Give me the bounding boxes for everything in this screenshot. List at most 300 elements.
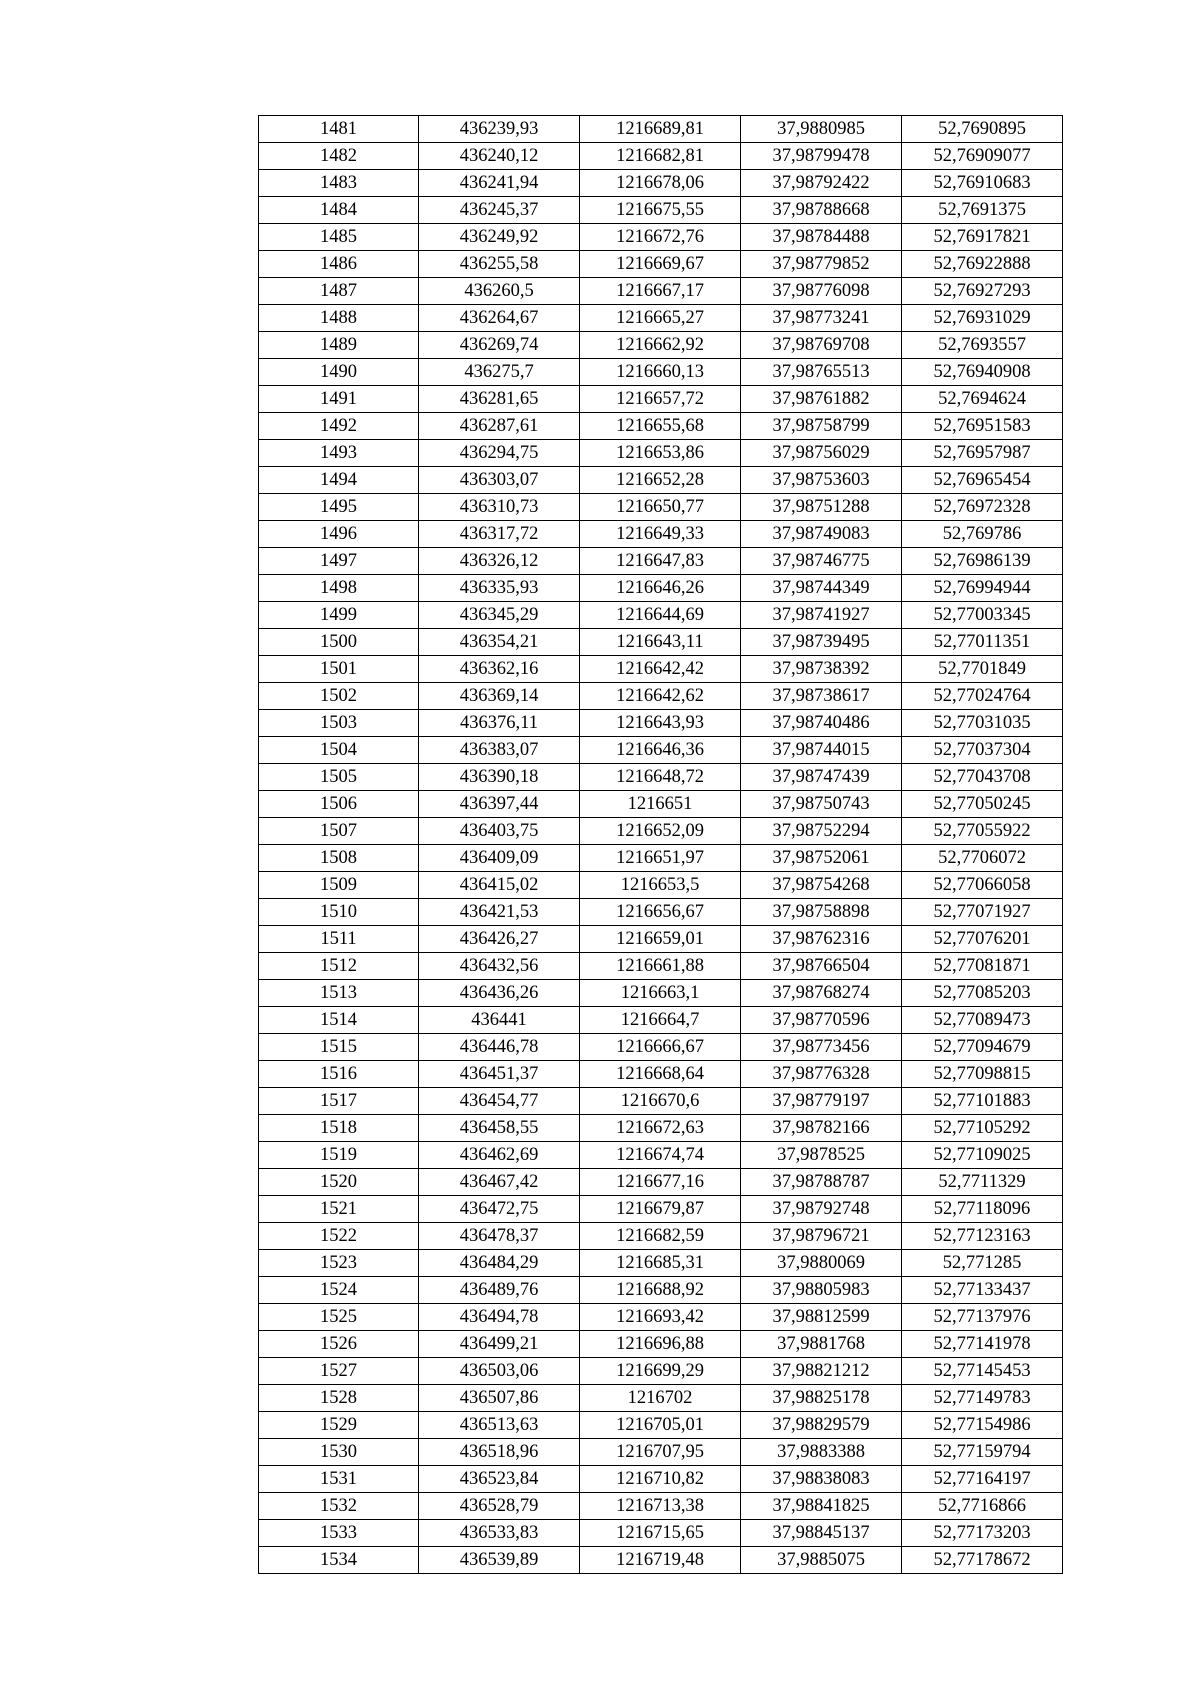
longitude-cell: 52,76910683 xyxy=(902,170,1063,197)
table-row xyxy=(259,467,1063,494)
longitude-cell: 52,77050245 xyxy=(902,791,1063,818)
latitude-cell: 37,98788668 xyxy=(741,197,902,224)
latitude-cell: 37,98784488 xyxy=(741,224,902,251)
latitude-cell: 37,9880985 xyxy=(741,116,902,143)
point-number-cell: 1512 xyxy=(259,953,419,980)
latitude-cell: 37,98799478 xyxy=(741,143,902,170)
point-number-cell: 1498 xyxy=(259,575,419,602)
latitude-cell: 37,98761882 xyxy=(741,386,902,413)
point-number-cell: 1520 xyxy=(259,1169,419,1196)
x-coordinate-cell: 436317,72 xyxy=(419,521,580,548)
table-row xyxy=(259,980,1063,1007)
point-number-cell: 1534 xyxy=(259,1547,419,1574)
longitude-cell: 52,77123163 xyxy=(902,1223,1063,1250)
longitude-cell: 52,77076201 xyxy=(902,926,1063,953)
longitude-cell: 52,77003345 xyxy=(902,602,1063,629)
x-coordinate-cell: 436415,02 xyxy=(419,872,580,899)
x-coordinate-cell: 436484,29 xyxy=(419,1250,580,1277)
y-coordinate-cell: 1216678,06 xyxy=(580,170,741,197)
longitude-cell: 52,7690895 xyxy=(902,116,1063,143)
point-number-cell: 1482 xyxy=(259,143,419,170)
latitude-cell: 37,98751288 xyxy=(741,494,902,521)
point-number-cell: 1524 xyxy=(259,1277,419,1304)
y-coordinate-cell: 1216647,83 xyxy=(580,548,741,575)
table-row xyxy=(259,710,1063,737)
y-coordinate-cell: 1216670,6 xyxy=(580,1088,741,1115)
table-row xyxy=(259,764,1063,791)
table-row xyxy=(259,1142,1063,1169)
y-coordinate-cell: 1216663,1 xyxy=(580,980,741,1007)
y-coordinate-cell: 1216644,69 xyxy=(580,602,741,629)
x-coordinate-cell: 436523,84 xyxy=(419,1466,580,1493)
latitude-cell: 37,9881768 xyxy=(741,1331,902,1358)
point-number-cell: 1500 xyxy=(259,629,419,656)
table-row xyxy=(259,1196,1063,1223)
table-row xyxy=(259,1466,1063,1493)
table-row xyxy=(259,575,1063,602)
latitude-cell: 37,98762316 xyxy=(741,926,902,953)
point-number-cell: 1519 xyxy=(259,1142,419,1169)
x-coordinate-cell: 436539,89 xyxy=(419,1547,580,1574)
x-coordinate-cell: 436240,12 xyxy=(419,143,580,170)
longitude-cell: 52,77145453 xyxy=(902,1358,1063,1385)
point-number-cell: 1513 xyxy=(259,980,419,1007)
table-row xyxy=(259,1304,1063,1331)
y-coordinate-cell: 1216648,72 xyxy=(580,764,741,791)
latitude-cell: 37,98756029 xyxy=(741,440,902,467)
latitude-cell: 37,9880069 xyxy=(741,1250,902,1277)
latitude-cell: 37,98752061 xyxy=(741,845,902,872)
point-number-cell: 1533 xyxy=(259,1520,419,1547)
longitude-cell: 52,76940908 xyxy=(902,359,1063,386)
x-coordinate-cell: 436397,44 xyxy=(419,791,580,818)
table-row xyxy=(259,332,1063,359)
y-coordinate-cell: 1216689,81 xyxy=(580,116,741,143)
table-row xyxy=(259,1358,1063,1385)
latitude-cell: 37,98746775 xyxy=(741,548,902,575)
latitude-cell: 37,98792748 xyxy=(741,1196,902,1223)
x-coordinate-cell: 436245,37 xyxy=(419,197,580,224)
x-coordinate-cell: 436462,69 xyxy=(419,1142,580,1169)
latitude-cell: 37,9878525 xyxy=(741,1142,902,1169)
latitude-cell: 37,98747439 xyxy=(741,764,902,791)
table-row xyxy=(259,116,1063,143)
x-coordinate-cell: 436249,92 xyxy=(419,224,580,251)
y-coordinate-cell: 1216710,82 xyxy=(580,1466,741,1493)
point-number-cell: 1495 xyxy=(259,494,419,521)
table-row xyxy=(259,170,1063,197)
x-coordinate-cell: 436241,94 xyxy=(419,170,580,197)
y-coordinate-cell: 1216719,48 xyxy=(580,1547,741,1574)
y-coordinate-cell: 1216699,29 xyxy=(580,1358,741,1385)
longitude-cell: 52,7711329 xyxy=(902,1169,1063,1196)
longitude-cell: 52,7691375 xyxy=(902,197,1063,224)
table-row xyxy=(259,791,1063,818)
x-coordinate-cell: 436403,75 xyxy=(419,818,580,845)
y-coordinate-cell: 1216707,95 xyxy=(580,1439,741,1466)
point-number-cell: 1532 xyxy=(259,1493,419,1520)
longitude-cell: 52,76994944 xyxy=(902,575,1063,602)
longitude-cell: 52,77154986 xyxy=(902,1412,1063,1439)
longitude-cell: 52,76951583 xyxy=(902,413,1063,440)
y-coordinate-cell: 1216688,92 xyxy=(580,1277,741,1304)
x-coordinate-cell: 436441 xyxy=(419,1007,580,1034)
latitude-cell: 37,98782166 xyxy=(741,1115,902,1142)
x-coordinate-cell: 436269,74 xyxy=(419,332,580,359)
point-number-cell: 1525 xyxy=(259,1304,419,1331)
table-row xyxy=(259,1169,1063,1196)
table-row xyxy=(259,386,1063,413)
y-coordinate-cell: 1216682,59 xyxy=(580,1223,741,1250)
latitude-cell: 37,98758898 xyxy=(741,899,902,926)
latitude-cell: 37,98776098 xyxy=(741,278,902,305)
point-number-cell: 1489 xyxy=(259,332,419,359)
longitude-cell: 52,77055922 xyxy=(902,818,1063,845)
longitude-cell: 52,77164197 xyxy=(902,1466,1063,1493)
point-number-cell: 1485 xyxy=(259,224,419,251)
latitude-cell: 37,98766504 xyxy=(741,953,902,980)
longitude-cell: 52,77089473 xyxy=(902,1007,1063,1034)
table-row xyxy=(259,1331,1063,1358)
x-coordinate-cell: 436369,14 xyxy=(419,683,580,710)
table-row xyxy=(259,548,1063,575)
x-coordinate-cell: 436354,21 xyxy=(419,629,580,656)
point-number-cell: 1496 xyxy=(259,521,419,548)
point-number-cell: 1484 xyxy=(259,197,419,224)
y-coordinate-cell: 1216664,7 xyxy=(580,1007,741,1034)
latitude-cell: 37,98770596 xyxy=(741,1007,902,1034)
latitude-cell: 37,98750743 xyxy=(741,791,902,818)
table-row xyxy=(259,494,1063,521)
point-number-cell: 1529 xyxy=(259,1412,419,1439)
latitude-cell: 37,98738392 xyxy=(741,656,902,683)
y-coordinate-cell: 1216646,36 xyxy=(580,737,741,764)
longitude-cell: 52,77031035 xyxy=(902,710,1063,737)
table-row xyxy=(259,413,1063,440)
y-coordinate-cell: 1216653,86 xyxy=(580,440,741,467)
point-number-cell: 1486 xyxy=(259,251,419,278)
latitude-cell: 37,98812599 xyxy=(741,1304,902,1331)
x-coordinate-cell: 436345,29 xyxy=(419,602,580,629)
point-number-cell: 1505 xyxy=(259,764,419,791)
table-row xyxy=(259,845,1063,872)
point-number-cell: 1508 xyxy=(259,845,419,872)
latitude-cell: 37,98796721 xyxy=(741,1223,902,1250)
table-row xyxy=(259,872,1063,899)
table-row xyxy=(259,926,1063,953)
point-number-cell: 1499 xyxy=(259,602,419,629)
table-row xyxy=(259,1547,1063,1574)
longitude-cell: 52,77094679 xyxy=(902,1034,1063,1061)
point-number-cell: 1521 xyxy=(259,1196,419,1223)
x-coordinate-cell: 436255,58 xyxy=(419,251,580,278)
x-coordinate-cell: 436303,07 xyxy=(419,467,580,494)
point-number-cell: 1503 xyxy=(259,710,419,737)
y-coordinate-cell: 1216642,62 xyxy=(580,683,741,710)
table-row xyxy=(259,737,1063,764)
y-coordinate-cell: 1216650,77 xyxy=(580,494,741,521)
table-row xyxy=(259,278,1063,305)
table-row xyxy=(259,1277,1063,1304)
y-coordinate-cell: 1216666,67 xyxy=(580,1034,741,1061)
latitude-cell: 37,98744015 xyxy=(741,737,902,764)
y-coordinate-cell: 1216657,72 xyxy=(580,386,741,413)
y-coordinate-cell: 1216713,38 xyxy=(580,1493,741,1520)
x-coordinate-cell: 436478,37 xyxy=(419,1223,580,1250)
x-coordinate-cell: 436507,86 xyxy=(419,1385,580,1412)
table-row xyxy=(259,440,1063,467)
y-coordinate-cell: 1216672,76 xyxy=(580,224,741,251)
longitude-cell: 52,76972328 xyxy=(902,494,1063,521)
table-row xyxy=(259,197,1063,224)
x-coordinate-cell: 436260,5 xyxy=(419,278,580,305)
longitude-cell: 52,7694624 xyxy=(902,386,1063,413)
x-coordinate-cell: 436451,37 xyxy=(419,1061,580,1088)
longitude-cell: 52,76909077 xyxy=(902,143,1063,170)
latitude-cell: 37,98739495 xyxy=(741,629,902,656)
longitude-cell: 52,76965454 xyxy=(902,467,1063,494)
latitude-cell: 37,98768274 xyxy=(741,980,902,1007)
table-row xyxy=(259,251,1063,278)
x-coordinate-cell: 436494,78 xyxy=(419,1304,580,1331)
y-coordinate-cell: 1216675,55 xyxy=(580,197,741,224)
point-number-cell: 1526 xyxy=(259,1331,419,1358)
longitude-cell: 52,77037304 xyxy=(902,737,1063,764)
table-row xyxy=(259,1034,1063,1061)
longitude-cell: 52,77101883 xyxy=(902,1088,1063,1115)
point-number-cell: 1487 xyxy=(259,278,419,305)
y-coordinate-cell: 1216674,74 xyxy=(580,1142,741,1169)
table-row xyxy=(259,953,1063,980)
longitude-cell: 52,77149783 xyxy=(902,1385,1063,1412)
latitude-cell: 37,98838083 xyxy=(741,1466,902,1493)
y-coordinate-cell: 1216667,17 xyxy=(580,278,741,305)
longitude-cell: 52,77043708 xyxy=(902,764,1063,791)
y-coordinate-cell: 1216652,28 xyxy=(580,467,741,494)
point-number-cell: 1481 xyxy=(259,116,419,143)
longitude-cell: 52,77118096 xyxy=(902,1196,1063,1223)
longitude-cell: 52,771285 xyxy=(902,1250,1063,1277)
latitude-cell: 37,98845137 xyxy=(741,1520,902,1547)
table-row xyxy=(259,1439,1063,1466)
point-number-cell: 1507 xyxy=(259,818,419,845)
table-row xyxy=(259,656,1063,683)
point-number-cell: 1509 xyxy=(259,872,419,899)
longitude-cell: 52,77178672 xyxy=(902,1547,1063,1574)
y-coordinate-cell: 1216668,64 xyxy=(580,1061,741,1088)
latitude-cell: 37,98738617 xyxy=(741,683,902,710)
table-row xyxy=(259,818,1063,845)
y-coordinate-cell: 1216649,33 xyxy=(580,521,741,548)
longitude-cell: 52,77133437 xyxy=(902,1277,1063,1304)
y-coordinate-cell: 1216677,16 xyxy=(580,1169,741,1196)
x-coordinate-cell: 436489,76 xyxy=(419,1277,580,1304)
latitude-cell: 37,98753603 xyxy=(741,467,902,494)
x-coordinate-cell: 436446,78 xyxy=(419,1034,580,1061)
x-coordinate-cell: 436513,63 xyxy=(419,1412,580,1439)
latitude-cell: 37,98773456 xyxy=(741,1034,902,1061)
point-number-cell: 1501 xyxy=(259,656,419,683)
y-coordinate-cell: 1216672,63 xyxy=(580,1115,741,1142)
point-number-cell: 1528 xyxy=(259,1385,419,1412)
longitude-cell: 52,769786 xyxy=(902,521,1063,548)
y-coordinate-cell: 1216682,81 xyxy=(580,143,741,170)
point-number-cell: 1517 xyxy=(259,1088,419,1115)
point-number-cell: 1488 xyxy=(259,305,419,332)
latitude-cell: 37,98788787 xyxy=(741,1169,902,1196)
table-row xyxy=(259,1250,1063,1277)
table-row xyxy=(259,683,1063,710)
table-row xyxy=(259,1007,1063,1034)
longitude-cell: 52,77011351 xyxy=(902,629,1063,656)
coordinates-table-body xyxy=(259,116,1063,1574)
x-coordinate-cell: 436533,83 xyxy=(419,1520,580,1547)
x-coordinate-cell: 436326,12 xyxy=(419,548,580,575)
point-number-cell: 1490 xyxy=(259,359,419,386)
y-coordinate-cell: 1216646,26 xyxy=(580,575,741,602)
point-number-cell: 1518 xyxy=(259,1115,419,1142)
y-coordinate-cell: 1216652,09 xyxy=(580,818,741,845)
point-number-cell: 1492 xyxy=(259,413,419,440)
latitude-cell: 37,98841825 xyxy=(741,1493,902,1520)
table-row xyxy=(259,1061,1063,1088)
y-coordinate-cell: 1216643,93 xyxy=(580,710,741,737)
longitude-cell: 52,77159794 xyxy=(902,1439,1063,1466)
latitude-cell: 37,98741927 xyxy=(741,602,902,629)
latitude-cell: 37,98740486 xyxy=(741,710,902,737)
x-coordinate-cell: 436294,75 xyxy=(419,440,580,467)
longitude-cell: 52,77081871 xyxy=(902,953,1063,980)
point-number-cell: 1491 xyxy=(259,386,419,413)
x-coordinate-cell: 436499,21 xyxy=(419,1331,580,1358)
longitude-cell: 52,76986139 xyxy=(902,548,1063,575)
point-number-cell: 1515 xyxy=(259,1034,419,1061)
table-row xyxy=(259,521,1063,548)
longitude-cell: 52,76917821 xyxy=(902,224,1063,251)
latitude-cell: 37,98776328 xyxy=(741,1061,902,1088)
x-coordinate-cell: 436458,55 xyxy=(419,1115,580,1142)
longitude-cell: 52,77109025 xyxy=(902,1142,1063,1169)
y-coordinate-cell: 1216651,97 xyxy=(580,845,741,872)
longitude-cell: 52,77173203 xyxy=(902,1520,1063,1547)
latitude-cell: 37,9883388 xyxy=(741,1439,902,1466)
point-number-cell: 1531 xyxy=(259,1466,419,1493)
latitude-cell: 37,98792422 xyxy=(741,170,902,197)
longitude-cell: 52,77024764 xyxy=(902,683,1063,710)
coordinates-table xyxy=(258,115,1063,1574)
latitude-cell: 37,98825178 xyxy=(741,1385,902,1412)
point-number-cell: 1483 xyxy=(259,170,419,197)
table-row xyxy=(259,602,1063,629)
x-coordinate-cell: 436264,67 xyxy=(419,305,580,332)
longitude-cell: 52,77098815 xyxy=(902,1061,1063,1088)
y-coordinate-cell: 1216643,11 xyxy=(580,629,741,656)
x-coordinate-cell: 436376,11 xyxy=(419,710,580,737)
point-number-cell: 1497 xyxy=(259,548,419,575)
table-row xyxy=(259,1088,1063,1115)
table-row xyxy=(259,143,1063,170)
latitude-cell: 37,98749083 xyxy=(741,521,902,548)
table-row xyxy=(259,629,1063,656)
latitude-cell: 37,98805983 xyxy=(741,1277,902,1304)
x-coordinate-cell: 436287,61 xyxy=(419,413,580,440)
y-coordinate-cell: 1216651 xyxy=(580,791,741,818)
table-row xyxy=(259,1223,1063,1250)
y-coordinate-cell: 1216656,67 xyxy=(580,899,741,926)
longitude-cell: 52,76931029 xyxy=(902,305,1063,332)
y-coordinate-cell: 1216693,42 xyxy=(580,1304,741,1331)
point-number-cell: 1514 xyxy=(259,1007,419,1034)
longitude-cell: 52,76927293 xyxy=(902,278,1063,305)
y-coordinate-cell: 1216655,68 xyxy=(580,413,741,440)
y-coordinate-cell: 1216660,13 xyxy=(580,359,741,386)
x-coordinate-cell: 436432,56 xyxy=(419,953,580,980)
table-row xyxy=(259,359,1063,386)
y-coordinate-cell: 1216653,5 xyxy=(580,872,741,899)
x-coordinate-cell: 436281,65 xyxy=(419,386,580,413)
longitude-cell: 52,77105292 xyxy=(902,1115,1063,1142)
latitude-cell: 37,98758799 xyxy=(741,413,902,440)
point-number-cell: 1527 xyxy=(259,1358,419,1385)
x-coordinate-cell: 436436,26 xyxy=(419,980,580,1007)
x-coordinate-cell: 436239,93 xyxy=(419,116,580,143)
latitude-cell: 37,9885075 xyxy=(741,1547,902,1574)
longitude-cell: 52,76922888 xyxy=(902,251,1063,278)
latitude-cell: 37,98779197 xyxy=(741,1088,902,1115)
table-row xyxy=(259,305,1063,332)
x-coordinate-cell: 436275,7 xyxy=(419,359,580,386)
point-number-cell: 1511 xyxy=(259,926,419,953)
table-row xyxy=(259,1520,1063,1547)
x-coordinate-cell: 436362,16 xyxy=(419,656,580,683)
latitude-cell: 37,98769708 xyxy=(741,332,902,359)
table-row xyxy=(259,1385,1063,1412)
longitude-cell: 52,77066058 xyxy=(902,872,1063,899)
latitude-cell: 37,98821212 xyxy=(741,1358,902,1385)
latitude-cell: 37,98752294 xyxy=(741,818,902,845)
y-coordinate-cell: 1216715,65 xyxy=(580,1520,741,1547)
y-coordinate-cell: 1216685,31 xyxy=(580,1250,741,1277)
longitude-cell: 52,77085203 xyxy=(902,980,1063,1007)
point-number-cell: 1493 xyxy=(259,440,419,467)
y-coordinate-cell: 1216669,67 xyxy=(580,251,741,278)
point-number-cell: 1510 xyxy=(259,899,419,926)
y-coordinate-cell: 1216661,88 xyxy=(580,953,741,980)
x-coordinate-cell: 436426,27 xyxy=(419,926,580,953)
table-row xyxy=(259,1493,1063,1520)
y-coordinate-cell: 1216642,42 xyxy=(580,656,741,683)
y-coordinate-cell: 1216696,88 xyxy=(580,1331,741,1358)
latitude-cell: 37,98765513 xyxy=(741,359,902,386)
x-coordinate-cell: 436390,18 xyxy=(419,764,580,791)
point-number-cell: 1504 xyxy=(259,737,419,764)
point-number-cell: 1522 xyxy=(259,1223,419,1250)
point-number-cell: 1523 xyxy=(259,1250,419,1277)
x-coordinate-cell: 436454,77 xyxy=(419,1088,580,1115)
x-coordinate-cell: 436503,06 xyxy=(419,1358,580,1385)
latitude-cell: 37,98779852 xyxy=(741,251,902,278)
table-row xyxy=(259,899,1063,926)
y-coordinate-cell: 1216659,01 xyxy=(580,926,741,953)
point-number-cell: 1530 xyxy=(259,1439,419,1466)
latitude-cell: 37,98744349 xyxy=(741,575,902,602)
point-number-cell: 1502 xyxy=(259,683,419,710)
longitude-cell: 52,77141978 xyxy=(902,1331,1063,1358)
longitude-cell: 52,7706072 xyxy=(902,845,1063,872)
longitude-cell: 52,7693557 xyxy=(902,332,1063,359)
x-coordinate-cell: 436310,73 xyxy=(419,494,580,521)
longitude-cell: 52,7701849 xyxy=(902,656,1063,683)
